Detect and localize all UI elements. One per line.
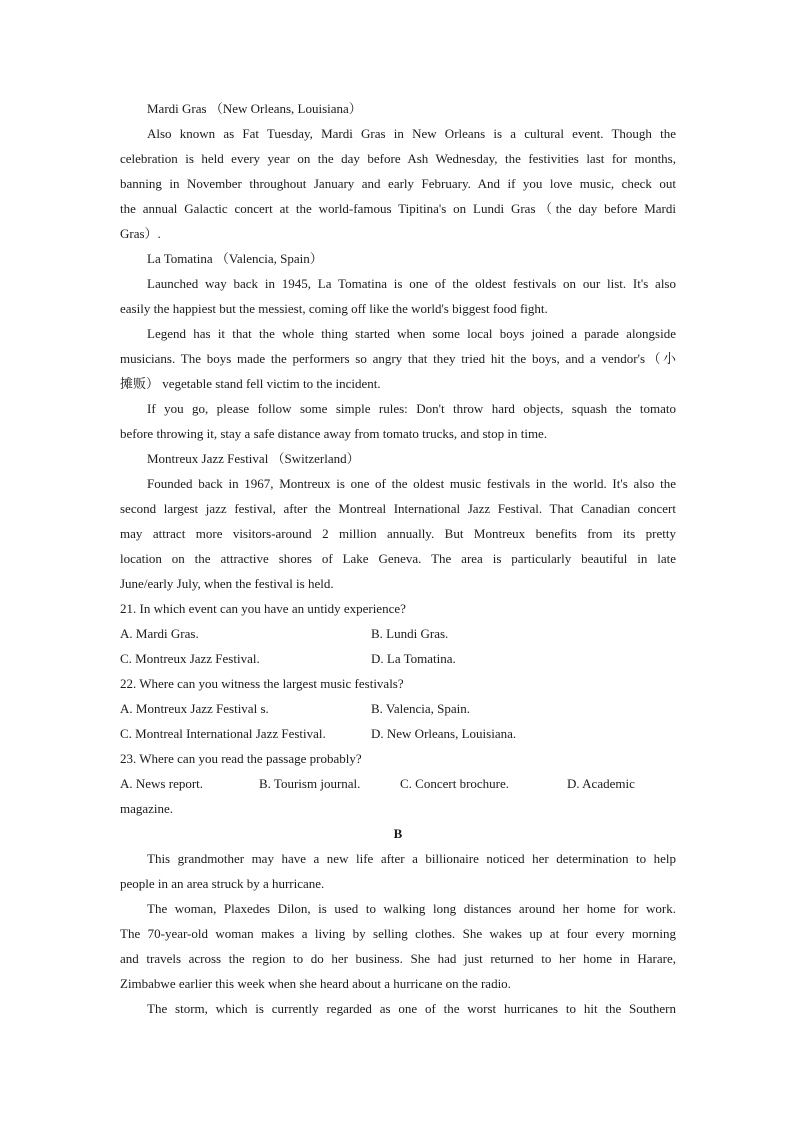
la-tomatina-p2-line-3: 摊贩） vegetable stand fell victim to the incident.: [120, 376, 381, 391]
question-21-stem: 21. In which event can you have an untidy experience?: [120, 601, 406, 616]
montreux-line-4: location on the attractive shores of Lake Geneva. The area is particularly beautiful in late: [120, 551, 676, 566]
passage-b-p2-line-2: The 70-year-old woman makes a living by selling clothes. She wakes up at four every morning: [120, 926, 676, 941]
montreux-line-2: second largest jazz festival, after the Montreal International Jazz Festival. That Canadian concert: [120, 501, 676, 516]
montreux-heading: Montreux Jazz Festival （Switzerland）: [147, 451, 360, 466]
question-22-option-b: B. Valencia, Spain.: [371, 701, 471, 716]
exam-page: [120, 96, 676, 1021]
question-23-option-d-continued: magazine.: [120, 801, 174, 816]
question-22-option-d: D. New Orleans, Louisiana.: [371, 726, 517, 741]
montreux-line-3: may attract more visitors-around 2 million annually. But Montreux benefits from its pretty: [120, 526, 676, 541]
question-23-option-d: D. Academic: [567, 776, 635, 791]
la-tomatina-p2-line-2: musicians. The boys made the performers so angry that they tried hit the boys, and a vendor's（小: [120, 351, 676, 366]
mardi-gras-line-2: celebration is held every year on the day before Ash Wednesday, the festivities last for months,: [120, 151, 676, 166]
passage-b-p3-line-1: The storm, which is currently regarded as one of the worst hurricanes to hit the Southern: [147, 1001, 676, 1016]
la-tomatina-p3-line-2: before throwing it, stay a safe distance away from tomato trucks, and stop in time.: [120, 426, 548, 441]
mardi-gras-line-3: banning in November throughout January and early February. And if you love music, check out: [120, 176, 676, 191]
question-23-option-c: C. Concert brochure.: [400, 776, 510, 791]
question-21-options-row-2: [120, 646, 676, 671]
mardi-gras-line-1: Also known as Fat Tuesday, Mardi Gras in New Orleans is a cultural event. Though the: [147, 126, 676, 141]
la-tomatina-heading: La Tomatina （Valencia, Spain）: [147, 251, 323, 266]
question-21-option-d: D. La Tomatina.: [371, 651, 456, 666]
la-tomatina-p1-line-2: easily the happiest but the messiest, coming off like the world's biggest food fight.: [120, 301, 548, 316]
question-21-option-a: A. Mardi Gras.: [120, 626, 199, 641]
montreux-line-1: Founded back in 1967, Montreux is one of the oldest music festivals in the world. It's also the: [147, 476, 676, 491]
passage-b-title: B: [393, 826, 403, 841]
question-21-options-row-1: [120, 621, 676, 646]
question-22-stem: 22. Where can you witness the largest music festivals?: [120, 676, 404, 691]
passage-b-p2-line-4: Zimbabwe earlier this week when she heard about a hurricane on the radio.: [120, 976, 511, 991]
mardi-gras-heading: Mardi Gras （New Orleans, Louisiana）: [147, 101, 362, 116]
question-23-option-a: A. News report.: [120, 776, 204, 791]
question-22-option-a: A. Montreux Jazz Festival s.: [120, 701, 269, 716]
question-23-options-row: [120, 771, 676, 796]
question-23-stem: 23. Where can you read the passage probably?: [120, 751, 362, 766]
passage-b-p1-line-2: people in an area struck by a hurricane.: [120, 876, 325, 891]
mardi-gras-line-5: Gras）.: [120, 226, 161, 241]
la-tomatina-p1-line-1: Launched way back in 1945, La Tomatina is one of the oldest festivals on our list. It's also: [147, 276, 676, 291]
passage-b-p2-line-1: The woman, Plaxedes Dilon, is used to walking long distances around her home for work.: [147, 901, 676, 916]
montreux-line-5: June/early July, when the festival is held.: [120, 576, 334, 591]
question-22-options-row-1: [120, 696, 676, 721]
question-22-options-row-2: [120, 721, 676, 746]
mardi-gras-line-4: the annual Galactic concert at the world-famous Tipitina's on Lundi Gras（the day before Mardi: [120, 201, 676, 216]
question-21-option-c: C. Montreux Jazz Festival.: [120, 651, 260, 666]
passage-b-p2-line-3: and travels across the region to do her business. She had just returned to her home in Harare,: [120, 951, 676, 966]
la-tomatina-p2-line-1: Legend has it that the whole thing started when some local boys joined a parade alongside: [147, 326, 676, 341]
question-22-option-c: C. Montreal International Jazz Festival.: [120, 726, 326, 741]
question-23-option-b: B. Tourism journal.: [259, 776, 361, 791]
passage-b-p1-line-1: This grandmother may have a new life after a billionaire noticed her determination to help: [147, 851, 676, 866]
question-21-option-b: B. Lundi Gras.: [371, 626, 449, 641]
la-tomatina-p3-line-1: If you go, please follow some simple rules: Don't throw hard objects, squash the tomato: [147, 401, 676, 416]
